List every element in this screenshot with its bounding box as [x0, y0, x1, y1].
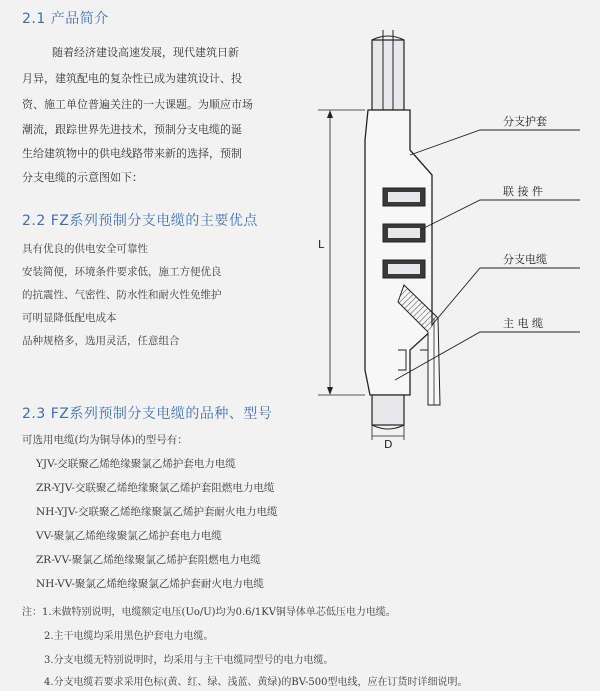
label-branch-cable: 分支电缆 — [503, 253, 547, 266]
note-item: 4.分支电缆若要求采用色标(黄、红、绿、浅蓝、黄绿)的BV-500型电线，应在订货时详细说明。 — [44, 677, 468, 688]
model-item: ZR-VV-聚氯乙烯绝缘聚氯乙烯护套阻燃电力电缆 — [36, 554, 261, 566]
main-cable — [372, 30, 404, 110]
para-line: 月异，建筑配电的复杂性已成为建筑设计、投 — [22, 72, 242, 85]
model-item: YJV-交联聚乙烯绝缘聚氯乙烯护套电力电缆 — [36, 458, 236, 470]
advantage-line: 具有优良的供电安全可靠性 — [22, 243, 148, 255]
branch-cable-diagram — [300, 0, 600, 450]
para-line: 随着经济建设高速发展，现代建筑日新 — [52, 46, 239, 59]
model-item: VV-聚氯乙烯绝缘聚氯乙烯护套电力电缆 — [36, 530, 222, 542]
model-item: NH-YJV-交联聚乙烯绝缘聚氯乙烯护套耐火电力电缆 — [36, 506, 278, 518]
section-2-1-title: 2.1 产品简介 — [22, 11, 109, 27]
dimension-length — [318, 110, 365, 395]
section-2-3-title: 2.3 FZ系列预制分支电缆的品种、型号 — [22, 406, 273, 422]
para-line: 分支电缆的示意图如下： — [22, 171, 143, 184]
model-item: ZR-YJV-交联聚乙烯绝缘聚氯乙烯护套阻燃电力电缆 — [36, 482, 275, 494]
para-line: 生给建筑物中的供电线路带来新的选择，预制 — [22, 147, 242, 160]
label-connector: 联 接 件 — [503, 185, 543, 198]
dimension-diameter-label: D — [384, 438, 393, 450]
advantage-line: 品种规格多，选用灵活，任意组合 — [22, 335, 180, 347]
advantage-line: 的抗震性、气密性、防水性和耐火性免维护 — [22, 289, 222, 301]
section-2-2-title: 2.2 FZ系列预制分支电缆的主要优点 — [22, 213, 258, 229]
advantage-line: 安装简便，环境条件要求低，施工方便优良 — [22, 266, 222, 278]
model-intro: 可选用电缆(均为铜导体)的型号有： — [22, 434, 188, 446]
label-branch-sheath: 分支护套 — [503, 115, 547, 128]
dimension-length-label: L — [318, 238, 325, 251]
note-item: 注：1.未做特别说明，电缆额定电压(Uo/U)均为0.6/1KV铜导体单芯低压电力电缆。 — [22, 607, 396, 618]
model-item: NH-VV-聚氯乙烯绝缘聚氯乙烯护套耐火电力电缆 — [36, 578, 264, 590]
advantage-line: 可明显降低配电成本 — [22, 312, 117, 324]
branch-sheath — [365, 110, 432, 395]
note-item: 3.分支电缆无特别说明时，均采用与主干电缆同型号的电力电缆。 — [44, 655, 334, 666]
para-line: 资、施工单位普遍关注的一大课题。为顺应市场 — [22, 98, 253, 111]
para-line: 潮流，跟踪世界先进技术，预制分支电缆的诞 — [22, 123, 242, 136]
label-main-cable: 主 电 缆 — [503, 317, 543, 330]
connector-blocks — [383, 188, 425, 278]
note-item: 2.主干电缆均采用黑色护套电力电缆。 — [44, 631, 214, 642]
